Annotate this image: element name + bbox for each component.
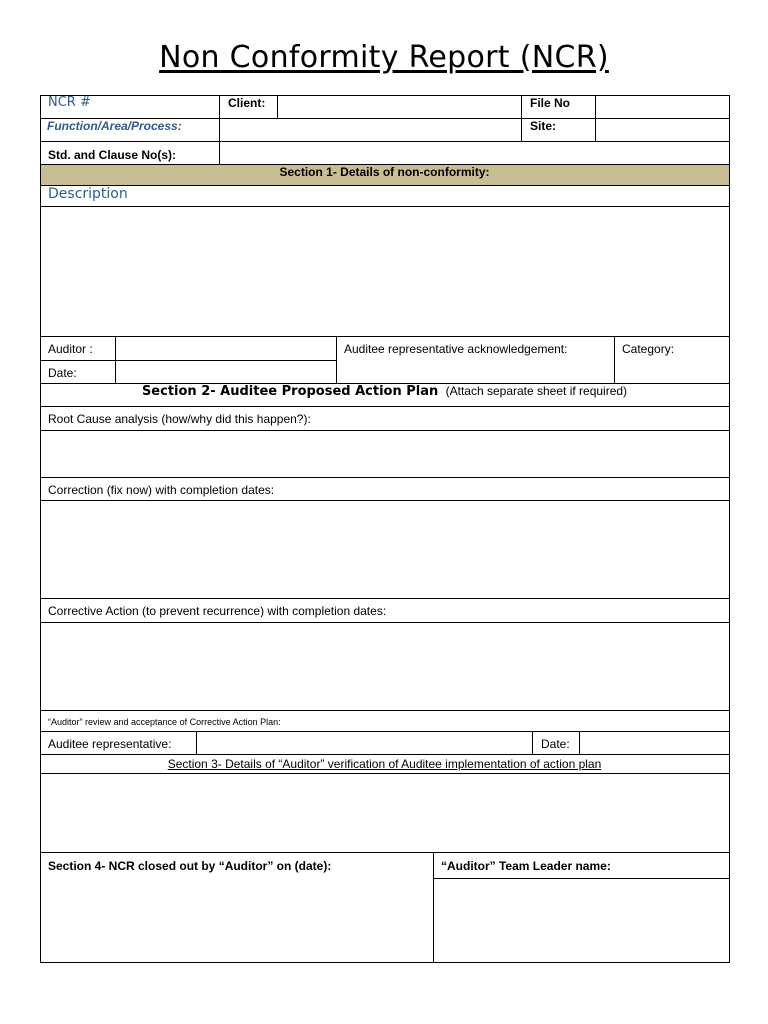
column-divider [336, 336, 337, 384]
row-divider [40, 622, 730, 623]
file-no-label: File No [530, 96, 571, 110]
column-divider [532, 731, 533, 755]
section-2-note: (Attach separate sheet if required) [445, 384, 628, 398]
row-divider [40, 406, 730, 407]
row-divider [40, 500, 730, 501]
category-label: Category: [622, 342, 675, 356]
auditor-review-label: “Auditor” review and acceptance of Corrective Action Plan: [48, 717, 281, 727]
form-border [40, 95, 730, 96]
column-divider [579, 731, 580, 755]
corrective-action-label: Corrective Action (to prevent recurrence) with completion dates: [48, 604, 387, 618]
row-divider [40, 852, 730, 853]
function-area-process-label: Function/Area/Process: [47, 119, 182, 133]
section-2-heading [40, 384, 729, 399]
team-leader-label: “Auditor” Team Leader name: [441, 859, 611, 873]
std-clause-label: Std. and Clause No(s): [48, 148, 177, 162]
column-divider [115, 336, 116, 384]
auditee-representative-label: Auditee representative: [48, 737, 172, 751]
ncr-closed-label: Section 4- NCR closed out by “Auditor” on (date): [48, 859, 332, 873]
row-divider [40, 185, 730, 186]
section-1-heading: Section 1- Details of non-conformity: [279, 165, 490, 179]
column-divider [433, 852, 434, 963]
column-divider [277, 95, 278, 119]
ncr-number-label: NCR # [48, 95, 91, 110]
section-2-title: Section 2- Auditee Proposed Action Plan [141, 384, 439, 399]
row-divider [40, 710, 730, 711]
auditor-label: Auditor : [48, 342, 93, 356]
description-label: Description [48, 186, 128, 202]
row-divider [433, 878, 730, 879]
site-label: Site: [530, 119, 557, 133]
column-divider [614, 336, 615, 384]
column-divider [595, 95, 596, 142]
row-divider [40, 360, 336, 361]
row-divider [40, 336, 730, 337]
correction-label: Correction (fix now) with completion dates: [48, 483, 275, 497]
client-label: Client: [228, 96, 266, 110]
row-divider [40, 477, 730, 478]
form-border [40, 962, 730, 963]
row-divider [40, 141, 730, 142]
row-divider [40, 598, 730, 599]
auditee-acknowledgement-label: Auditee representative acknowledgement: [344, 342, 568, 356]
review-date-label: Date: [541, 737, 570, 751]
date-label: Date: [48, 366, 77, 380]
row-divider [40, 731, 730, 732]
column-divider [521, 95, 522, 142]
row-divider [40, 754, 730, 755]
row-divider [40, 773, 730, 774]
column-divider [219, 95, 220, 165]
section-3-heading: Section 3- Details of “Auditor” verification of Auditee implementation of action plan [167, 757, 602, 771]
row-divider [40, 206, 730, 207]
column-divider [196, 731, 197, 755]
page-title: Non Conformity Report (NCR) [159, 40, 609, 75]
root-cause-label: Root Cause analysis (how/why did this happen?): [48, 412, 311, 426]
row-divider [40, 430, 730, 431]
form-border [40, 95, 41, 963]
form-border [729, 95, 730, 963]
